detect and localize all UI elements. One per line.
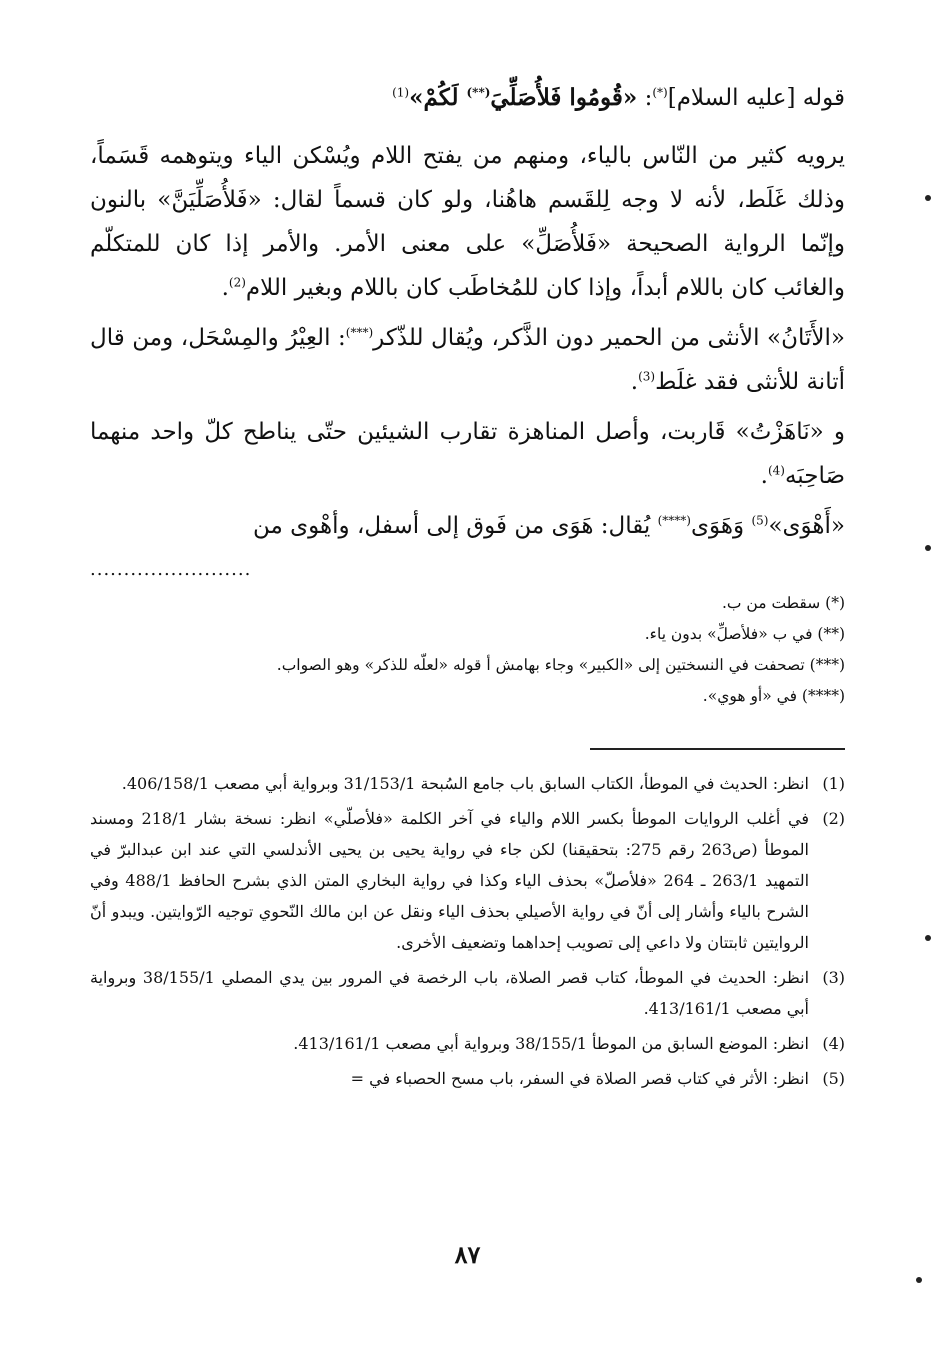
footnotes	[90, 768, 845, 1094]
note-marker: (*)	[652, 85, 668, 100]
scan-speck	[925, 935, 931, 941]
footnote	[90, 1063, 845, 1094]
footnote	[90, 768, 845, 799]
paragraph-text: «الأَتَانُ» الأنثى من الحمير دون الذَّكر، ويُقال للذّكر	[373, 325, 845, 351]
page-body	[90, 78, 845, 1098]
paragraph-3	[90, 410, 845, 498]
footnote-text: انظر: الموضع السابق من الموطأ 38/155/1 وبرواية أبي مصعب 413/161/1.	[293, 1034, 809, 1053]
note-marker: (****)	[657, 513, 691, 528]
footnote	[90, 1028, 845, 1059]
page-number: ٨٧	[454, 1240, 481, 1269]
hadith-quote: «قُومُوا فَلأُصَلِّيَ	[490, 84, 638, 111]
footnote	[90, 962, 845, 1024]
footnote-ref: (4)	[767, 463, 785, 478]
paragraph-end: .	[630, 369, 639, 395]
note-marker: (***)	[345, 325, 374, 340]
hadith-heading	[90, 78, 845, 118]
footnote	[90, 803, 845, 958]
footnote-number: (3)	[822, 968, 845, 987]
scan-speck	[925, 195, 931, 201]
note-marker: (**)	[466, 85, 491, 100]
footnote-text: في أغلب الروايات الموطأ بكسر اللام والياء في آخر الكلمة «فلأصلّي» انظر: نسخة بشار 218/1 ومسند الموطأ (ص263 رقم 275: بتحقيقنا) لكن جاء في رواية يحيى بن يحيى الأندلسي التي عند ابن عبدالبرّ في التمهيد 263/1 ـ 264 «فلأصلّ» بحذف الياء وكذا في رواية البخاري المتن الذي بشرح الحافظ 488/1 وفي الشرح بالياء وأشار إلى أنّ في رواية الأصيلي بحذف الياء ونقل عن ابن مالك النّحوي توجيه الرّوايتين. ويبدو أنّ الروايتين ثابتتان ولا داعي إلى تصويب إحداهما وتضعيف الأخرى.	[90, 809, 810, 952]
paragraph-end: .	[221, 275, 229, 301]
paragraph-2	[90, 316, 845, 404]
footnote-text: انظر: الأثر في كتاب قصر الصلاة في السفر، باب مسح الحصباء في =	[350, 1069, 809, 1088]
paragraph-text: يُقال: هَوَى من فَوق إلى أسفل، وأهْوى من	[253, 513, 658, 539]
footnote-divider	[590, 748, 845, 750]
paragraph-end: .	[760, 463, 768, 489]
paragraph-text: و «نَاهَزْتُ» قَاربت، وأصل المناهزة تقارب الشيئين حتّى يناطح كلّ واحد منهما صَاحِبَه	[90, 419, 845, 489]
footnote-ref: (2)	[228, 275, 246, 290]
footnote-text: انظر: الحديث في الموطأ، كتاب قصر الصلاة، باب الرخصة في المرور بين يدي المصلي 38/155/1 وبرواية أبي مصعب 413/161/1.	[90, 968, 810, 1018]
manuscript-note: (**) في ب «فلأصلِّ» بدون ياء.	[644, 625, 845, 643]
manuscript-note: (***) تصحفت في النسختين إلى «الكبير» وجاء بهامش أ قوله «لعلّه للذكر» وهو الصواب.	[276, 656, 845, 674]
manuscript-note: (*) سقطت من ب.	[721, 594, 845, 612]
paragraph-1	[90, 134, 845, 310]
footnote-ref: (3)	[638, 369, 656, 384]
footnote-text: انظر: الحديث في الموطأ، الكتاب السابق باب جامع السُبحة 31/153/1 وبرواية أبي مصعب 406/158/1.	[121, 774, 809, 793]
paragraph-text: : العِيْرُ والمِسْحَل، ومن قال أتانة للأنثى فقد غلَط	[90, 325, 845, 395]
footnote-number: (4)	[822, 1034, 845, 1053]
footnote-ref: (5)	[751, 513, 769, 528]
paragraph-text: «أَهْوَى»	[768, 513, 845, 539]
footnote-ref: (1)	[392, 85, 410, 100]
hadith-quote-end: لَكُمْ»	[409, 84, 467, 111]
heading-intro: قوله [عليه السلام]	[667, 85, 845, 111]
paragraph-4	[90, 504, 845, 548]
paragraph-text: يرويه كثير من النّاس بالياء، ومنهم من يفتح اللام ويُسْكن الياء ويتوهمه قَسَماً، وذلك غَلَط، لأنه لا وجه لِلقَسم هاهُنا، ولو كان قسماً لقال: «فَلأُصَلِّيَنَّ» بالنون وإنّما الرواية الصحيحة «فَلأُصَلِّ» على معنى الأمر. والأمر إذا كان للمتكلّم والغائب كان باللام أبداً، وإذا كان للمُخاطَب كان باللام وبغير اللام	[90, 143, 845, 301]
manuscript-note: (****) في «أو هوي».	[702, 687, 845, 705]
manuscript-notes	[90, 588, 845, 712]
footnote-number: (2)	[822, 809, 845, 828]
scan-speck	[925, 545, 931, 551]
footnote-number: (1)	[822, 774, 845, 793]
footnote-number: (5)	[822, 1069, 845, 1088]
paragraph-text: وَهَوَى	[691, 513, 752, 539]
dotted-separator: ........................	[90, 559, 252, 580]
scan-speck	[916, 1277, 922, 1283]
heading-colon: :	[637, 85, 653, 111]
